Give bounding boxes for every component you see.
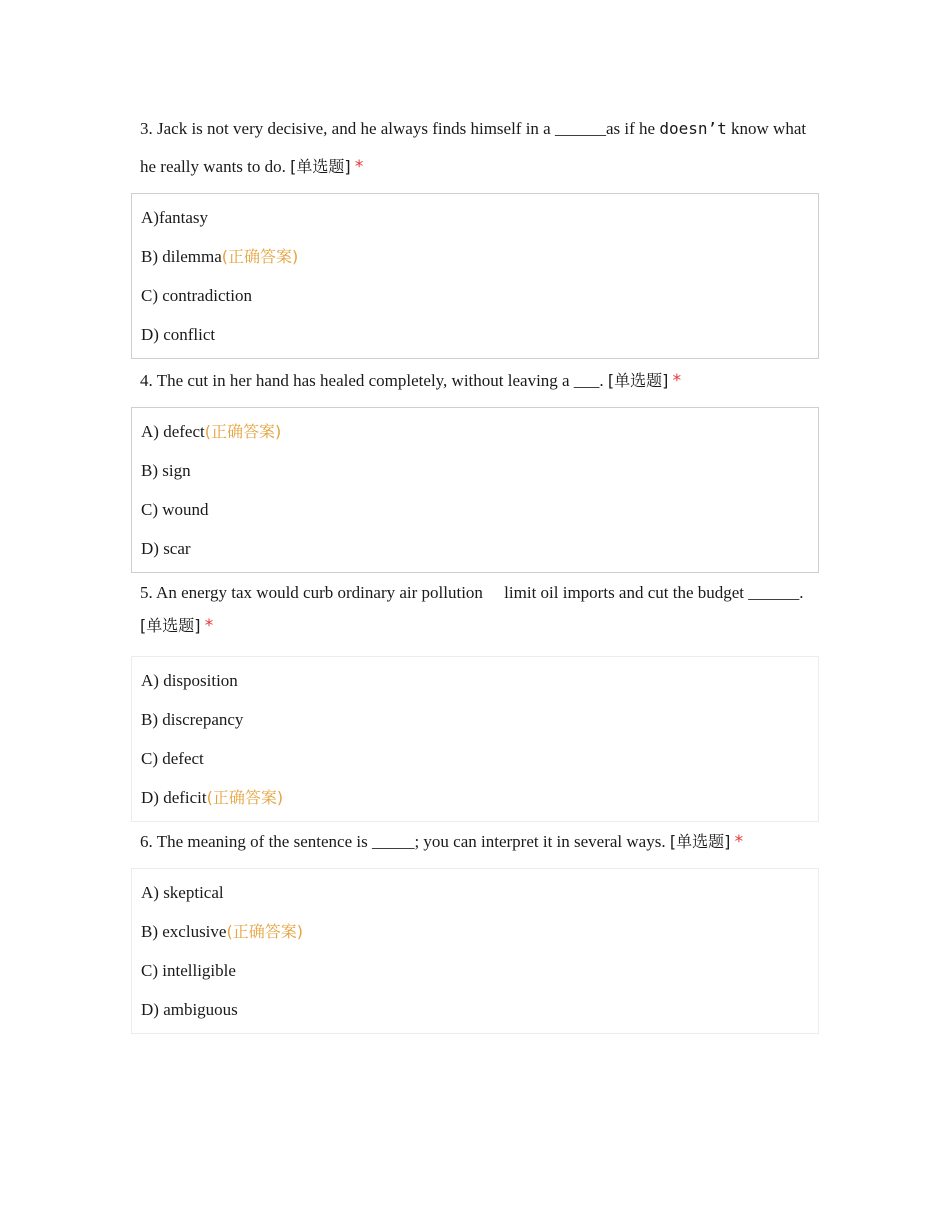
option-d[interactable] [141, 778, 818, 817]
question-3 [131, 110, 819, 359]
question-4 [131, 362, 819, 573]
option-c[interactable] [141, 490, 818, 529]
options-box [131, 407, 819, 573]
option-a[interactable] [141, 873, 818, 912]
question-text [140, 110, 816, 186]
options-box [131, 868, 819, 1034]
option-label: B) dilemma [141, 247, 222, 266]
option-b[interactable] [141, 700, 818, 739]
question-text-part: 4. The cut in her hand has healed completely, without leaving a ___. [140, 371, 608, 390]
option-label: C) defect [141, 749, 204, 768]
question-type-label: [单选题] [140, 616, 201, 635]
options-box [131, 193, 819, 359]
option-d[interactable] [141, 529, 818, 568]
correct-answer-note: (正确答案) [221, 247, 299, 266]
correct-answer-note: (正确答案) [226, 922, 303, 941]
option-label: C) contradiction [141, 286, 252, 305]
option-label: A) skeptical [141, 883, 224, 902]
option-label: D) ambiguous [141, 1000, 238, 1019]
option-c[interactable] [141, 739, 818, 778]
question-5 [131, 576, 819, 822]
option-a[interactable] [141, 661, 818, 700]
question-6 [131, 823, 819, 1034]
question-type-label: [单选题] [669, 832, 731, 851]
option-label: D) conflict [141, 325, 216, 344]
required-mark: * [734, 832, 744, 852]
option-c[interactable] [141, 276, 818, 315]
option-label: B) discrepancy [141, 710, 244, 729]
correct-answer-note: (正确答案) [206, 788, 284, 807]
question-type-label: [单选题] [290, 157, 351, 176]
question-text [140, 823, 816, 861]
option-d[interactable] [141, 990, 818, 1029]
option-label: C) intelligible [141, 961, 236, 980]
option-a[interactable] [141, 412, 818, 451]
question-text-part: 3. Jack is not very decisive, and he always finds himself in a ______as if he [140, 119, 660, 138]
required-mark: * [354, 157, 364, 177]
options-box [131, 656, 819, 822]
question-text [140, 362, 816, 400]
option-label: A) defect [141, 422, 205, 441]
required-mark: * [672, 371, 682, 391]
option-label: D) scar [141, 539, 191, 558]
option-d[interactable] [141, 315, 818, 354]
question-type-label: [单选题] [607, 371, 669, 390]
question-text-part: doesn’t [659, 119, 727, 138]
option-label: D) deficit [141, 788, 207, 807]
option-a[interactable] [141, 198, 818, 237]
option-label: A) disposition [141, 671, 238, 690]
option-label: A)fantasy [141, 208, 209, 227]
question-text-part: 6. The meaning of the sentence is _____; you can interpret it in several ways. [140, 832, 670, 851]
required-mark: * [204, 616, 214, 636]
option-b[interactable] [141, 912, 818, 951]
question-text-part: know what he really wants to do. [140, 119, 807, 176]
question-text-part: 5. An energy tax would curb ordinary air pollution limit oil imports and cut the budget ______. [140, 583, 808, 602]
option-b[interactable] [141, 237, 818, 276]
option-label: C) wound [141, 500, 209, 519]
question-text [140, 576, 816, 643]
option-label: B) exclusive [141, 922, 227, 941]
option-label: B) sign [141, 461, 191, 480]
option-c[interactable] [141, 951, 818, 990]
correct-answer-note: (正确答案) [204, 422, 282, 441]
option-b[interactable] [141, 451, 818, 490]
